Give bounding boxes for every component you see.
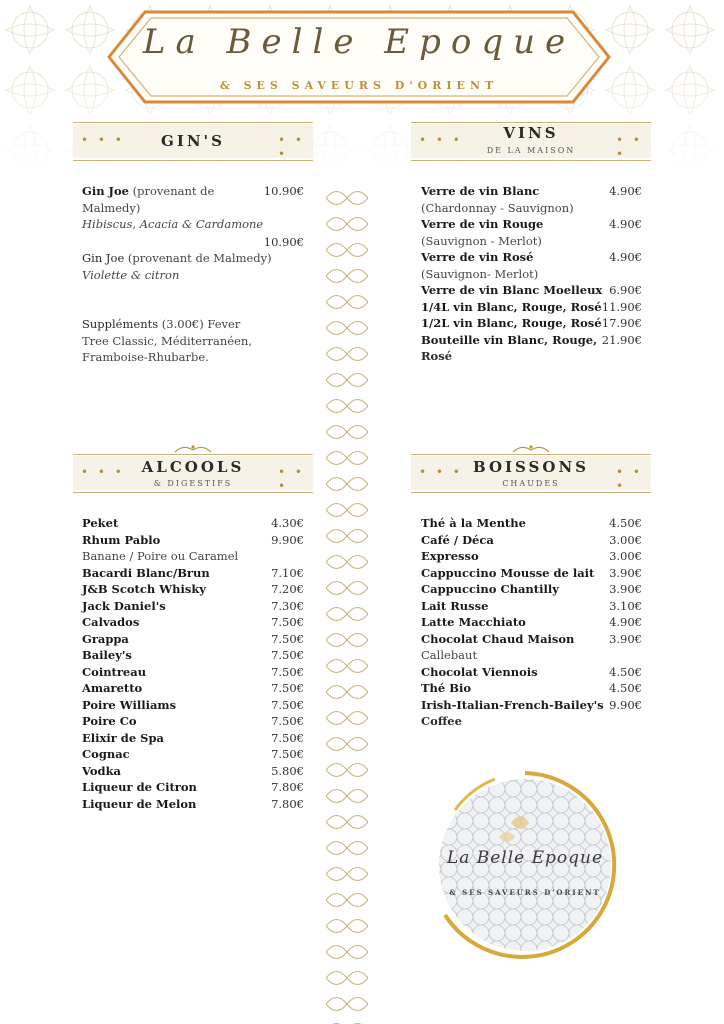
list-item: Calvados 7.50€ (82, 615, 304, 629)
list-item: Thé à la Menthe 4.50€ (421, 516, 642, 530)
list-item: J&B Scotch Whisky 7.20€ (82, 582, 304, 596)
list-item: Verre de vin Rouge 4.90€ (421, 217, 642, 231)
list-item: Cointreau 7.50€ (82, 664, 304, 679)
gins-list: Gin Joe (provenant de Malmedy) 10.90€ Hibiscus, Acacia & Cardamone 10.90€ Gin Joe (provenant de Malmedy) Violette & citron Suppléments (3.00€) Fever Tree Classic, Méditerranéen, Framboise-Rhubarbe. (82, 184, 304, 364)
center-lattice-column (326, 185, 368, 1024)
section-header-gins: • • • • • • GIN'S (73, 120, 313, 162)
list-item: Gin Joe (provenant de Malmedy) (82, 251, 272, 265)
list-item: Bacardi Blanc/Brun 7.10€ (82, 565, 304, 580)
list-item: Amaretto 7.50€ (82, 681, 304, 695)
list-item: Verre de vin Rosé 4.90€ (421, 250, 642, 264)
section-subtitle-vins: DE LA MAISON (486, 146, 576, 155)
list-item: Peket 4.30€ (82, 516, 304, 530)
list-item: Thé Bio 4.50€ (421, 681, 642, 695)
section-header-vins: • • • • • • VINS DE LA MAISON (411, 120, 651, 162)
list-item: Cappuccino Mousse de lait 3.90€ (421, 565, 642, 580)
list-item: Gin Joe (provenant de Malmedy) 10.90€ (82, 184, 304, 215)
list-item: Bouteille vin Blanc, Rouge, 21.90€ (421, 332, 642, 347)
list-item: Verre de vin Blanc 4.90€ (421, 184, 642, 198)
logo-title: La Belle Epoque (446, 848, 604, 868)
list-item: Poire Williams 7.50€ (82, 697, 304, 712)
list-item: Latte Macchiato 4.90€ (421, 615, 642, 629)
header-banner (105, 8, 613, 106)
logo-subtitle: & SES SAVEURS D'ORIENT (449, 888, 601, 897)
list-item: Bailey's 7.50€ (82, 648, 304, 662)
banner-subtitle: & SES SAVEURS D'ORIENT (219, 79, 499, 92)
banner-title: La Belle Epoque (142, 22, 576, 62)
list-item: Verre de vin Blanc Moelleux 6.90€ (421, 283, 642, 297)
list-item: Cappuccino Chantilly 3.90€ (421, 582, 642, 596)
list-item: Elixir de Spa 7.50€ (82, 730, 304, 745)
list-item: 1/2L vin Blanc, Rouge, Rosé 17.90€ (421, 316, 642, 330)
section-title-gins: GIN'S (161, 132, 225, 150)
list-item: Grappa 7.50€ (82, 631, 304, 646)
section-header-boissons: • • • • • • BOISSONS CHAUDES (411, 452, 651, 494)
list-item: 1/4L vin Blanc, Rouge, Rosé 11.90€ (421, 299, 642, 314)
list-item: Poire Co 7.50€ (82, 714, 304, 728)
list-item: Chocolat Chaud Maison 3.90€ (421, 631, 642, 646)
list-item: Cognac 7.50€ (82, 747, 304, 761)
vins-list: Verre de vin Blanc 4.90€ (Chardonnay - Sauvignon) Verre de vin Rouge 4.90€ (Sauvignon - Merlot) Verre de vin Rosé 4.90€ (Sauvignon- Merlot) Verre de vin Blanc Moelleux 6.90€ 1/4L vin Blanc, Rouge, Rosé 11.90€ 1/2L vin Blanc, Rouge, Rosé 17.90€ Bouteille vin Blanc, Rouge, 21.90€ Rosé (421, 184, 642, 363)
list-item: Rhum Pablo 9.90€ (82, 532, 304, 547)
section-title-vins: VINS (503, 124, 559, 142)
list-item: Liqueur de Melon 7.80€ (82, 796, 304, 811)
flourish-ornament (173, 444, 213, 454)
list-item: Expresso 3.00€ (421, 549, 642, 563)
flourish-ornament (511, 444, 551, 454)
supplements-text: Suppléments (3.00€) Fever Tree Classic, Méditerranéen, Framboise-Rhubarbe. (82, 317, 252, 364)
section-title-alcools: ALCOOLS (141, 458, 245, 476)
boissons-list: Thé à la Menthe 4.50€ Café / Déca 3.00€ Expresso 3.00€ Cappuccino Mousse de lait 3.90€ Cappuccino Chantilly 3.90€ Lait Russe 3.10€ Latte Macchiato 4.90€ Chocolat Chaud Maison 3.90€ Callebaut Chocolat Viennois 4.50€ Thé Bio 4.50€ Irish-Italian-French-Bailey's 9.90€ Coffee (421, 516, 642, 728)
section-header-alcools: • • • • • • ALCOOLS & DIGESTIFS (73, 452, 313, 494)
list-item: Liqueur de Citron 7.80€ (82, 780, 304, 794)
section-title-boissons: BOISSONS (473, 458, 589, 476)
list-item: 10.90€ (263, 234, 304, 249)
section-subtitle-boissons: CHAUDES (502, 479, 560, 488)
logo (425, 765, 625, 965)
list-item: Jack Daniel's 7.30€ (82, 598, 304, 613)
list-item: Chocolat Viennois 4.50€ (421, 664, 642, 679)
section-subtitle-alcools: & DIGESTIFS (153, 479, 233, 488)
list-item: Irish-Italian-French-Bailey's 9.90€ (421, 697, 642, 712)
alcools-list: Peket 4.30€ Rhum Pablo 9.90€ Banane / Poire ou Caramel Bacardi Blanc/Brun 7.10€ J&B Scotch Whisky 7.20€ Jack Daniel's 7.30€ Calvados 7.50€ Grappa 7.50€ Bailey's 7.50€ Cointreau 7.50€ Amaretto 7.50€ Poire Williams 7.50€ Poire Co 7.50€ Elixir de Spa 7.50€ Cognac 7.50€ Vodka 5.80€ Liqueur de Citron 7.80€ Liqueur de Melon 7.80€ (82, 516, 304, 811)
list-item: Café / Déca 3.00€ (421, 532, 642, 547)
list-item: Vodka 5.80€ (82, 763, 304, 778)
list-item: Lait Russe 3.10€ (421, 598, 642, 613)
